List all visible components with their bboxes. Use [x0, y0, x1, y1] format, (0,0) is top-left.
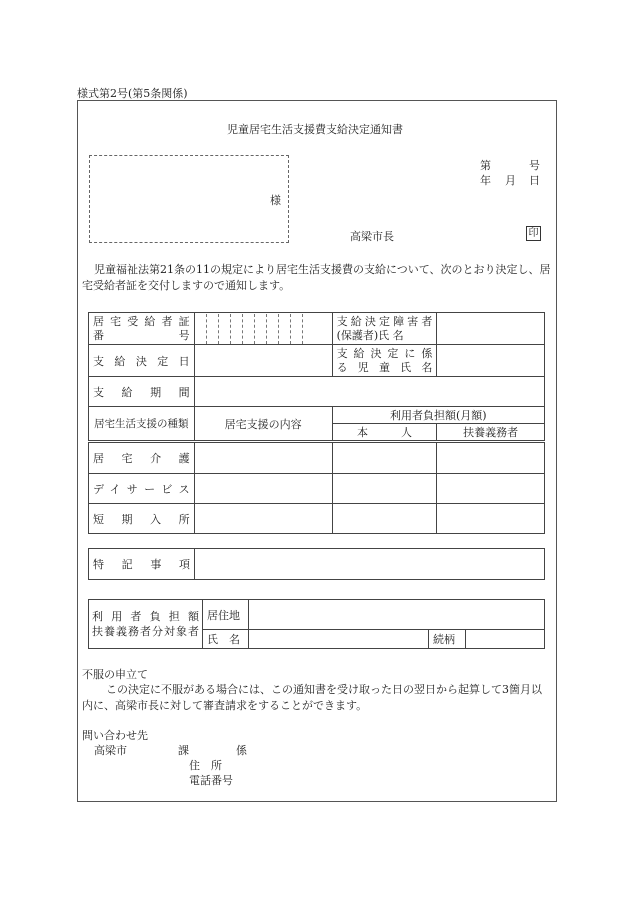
cert-number-field[interactable] [194, 313, 332, 345]
name-field[interactable] [249, 630, 429, 649]
date-day: 日 [529, 174, 540, 187]
addressee-box [89, 155, 289, 243]
cert-number-label: 居宅受給者証 番号 [89, 313, 195, 345]
burden-header: 利用者負担額(月額) [332, 407, 544, 424]
burden-supporter-header: 扶養義務者 [437, 424, 545, 442]
decision-date-field[interactable] [194, 345, 332, 377]
relation-field[interactable] [466, 630, 545, 649]
number-prefix: 第 [480, 159, 491, 172]
date-month: 月 [505, 174, 516, 187]
body-text: 児童福祉法第21条の11の規定により居宅生活支援費の支給について、次のとおり決定し、居宅受給者証を交付しますので通知します。 [82, 263, 551, 292]
inquiry-section: 課 [178, 744, 189, 757]
child-name-field[interactable] [437, 345, 545, 377]
burden-target-table [88, 599, 545, 649]
row-content-home-care[interactable] [194, 442, 332, 474]
row-label-day-service: デイサービス [89, 474, 195, 504]
inquiry-city: 高梁市 [94, 744, 127, 757]
period-label: 支給期間 [89, 377, 195, 407]
decision-person-label: 支給決定障害者 (保護者)氏 名 [332, 313, 437, 345]
content-header: 居宅支援の内容 [194, 407, 332, 442]
row-self-day-service[interactable] [332, 474, 437, 504]
residence-field[interactable] [249, 600, 545, 630]
objection-heading: 不服の申立て [82, 668, 148, 681]
objection-text: この決定に不服がある場合には、この通知書を受け取った日の翌日から起算して3箇月以内に、高梁市長に対して審査請求をすることができます。 [82, 683, 542, 712]
child-name-label: 支給決定に係 る児童氏名 [332, 345, 437, 377]
row-content-day-service[interactable] [194, 474, 332, 504]
inquiry-phone-label: 電話番号 [189, 774, 233, 787]
decision-table [88, 312, 545, 534]
date-year: 年 [480, 174, 491, 187]
seal-icon: 印 [526, 226, 541, 241]
issuer-name: 高梁市長 [350, 230, 394, 243]
period-field[interactable] [194, 377, 544, 407]
notes-table [88, 548, 545, 580]
decision-date-label: 支給決定日 [89, 345, 195, 377]
number-suffix: 号 [529, 159, 540, 172]
row-label-home-care: 居宅介護 [89, 442, 195, 474]
row-label-short-stay: 短期入所 [89, 504, 195, 534]
burden-self-header: 本 人 [332, 424, 437, 442]
notes-label: 特記事項 [89, 549, 195, 580]
relation-label: 続柄 [429, 630, 466, 649]
addressee-suffix: 様 [270, 194, 281, 207]
decision-person-field[interactable] [437, 313, 545, 345]
burden-target-label: 利用者負担額 扶養義務者分対象者 [89, 600, 203, 649]
row-content-short-stay[interactable] [194, 504, 332, 534]
row-self-home-care[interactable] [332, 442, 437, 474]
inquiry-heading: 問い合わせ先 [82, 729, 148, 742]
inquiry-address-label: 住 所 [189, 759, 222, 772]
inquiry-subsection: 係 [236, 744, 247, 757]
row-supporter-short-stay[interactable] [437, 504, 545, 534]
document-title: 児童居宅生活支援費支給決定通知書 [227, 123, 403, 136]
form-number: 様式第2号(第5条関係) [77, 87, 188, 100]
notes-field[interactable] [195, 549, 545, 580]
name-label: 氏 名 [203, 630, 249, 649]
row-supporter-day-service[interactable] [437, 474, 545, 504]
type-header: 居宅生活支援の種類 [89, 407, 195, 442]
row-supporter-home-care[interactable] [437, 442, 545, 474]
row-self-short-stay[interactable] [332, 504, 437, 534]
residence-label: 居住地 [203, 600, 249, 630]
